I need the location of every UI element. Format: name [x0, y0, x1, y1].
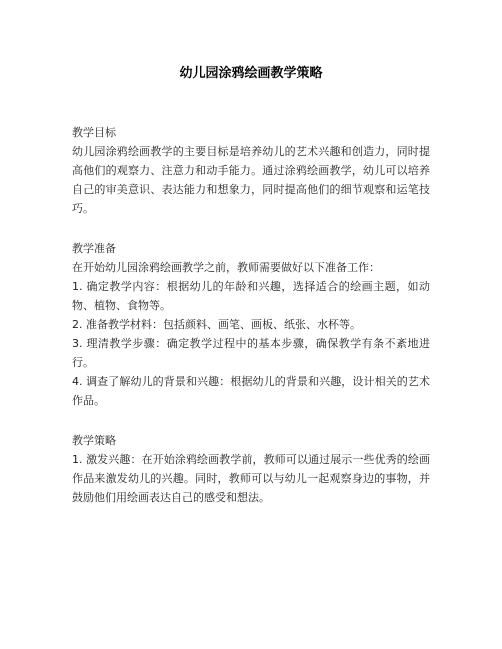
- list-item: 1. 确定教学内容：根据幼儿的年龄和兴趣，选择适合的绘画主题，如动物、植物、食物等。: [72, 280, 430, 312]
- list-item: 4. 调查了解幼儿的背景和兴趣：根据幼儿的背景和兴趣，设计相关的艺术作品。: [72, 375, 430, 407]
- document-title: 幼儿园涂鸦绘画教学策略: [179, 66, 323, 81]
- list-item: 2. 准备教学材料：包括颜料、画笔、画板、纸张、水杯等。: [72, 318, 361, 331]
- section-heading: 教学准备: [72, 242, 116, 255]
- list-item: 3. 理清教学步骤：确定教学过程中的基本步骤，确保教学有条不紊地进行。: [72, 337, 430, 369]
- section-strategies: [72, 431, 430, 507]
- section-heading: 教学目标: [72, 126, 116, 139]
- paragraph: 在开始幼儿园涂鸦绘画教学之前，教师需要做好以下准备工作：: [72, 261, 380, 274]
- paragraph: 幼儿园涂鸦绘画教学的主要目标是培养幼儿的艺术兴趣和创造力，同时提高他们的观察力、注意力和动手能力。通过涂鸦绘画教学，幼儿可以培养自己的审美意识、表达能力和想象力，同时提高他们的细节观察和运笔技巧。: [72, 145, 430, 215]
- section-preparation: [72, 239, 430, 410]
- list-item: 1. 激发兴趣：在开始涂鸦绘画教学前，教师可以通过展示一些优秀的绘画作品来激发幼儿的兴趣。同时，教师可以与幼儿一起观察身边的事物，并鼓励他们用绘画表达自己的感受和想法。: [72, 453, 430, 504]
- section-goals: [72, 123, 430, 218]
- section-heading: 教学策略: [72, 434, 116, 447]
